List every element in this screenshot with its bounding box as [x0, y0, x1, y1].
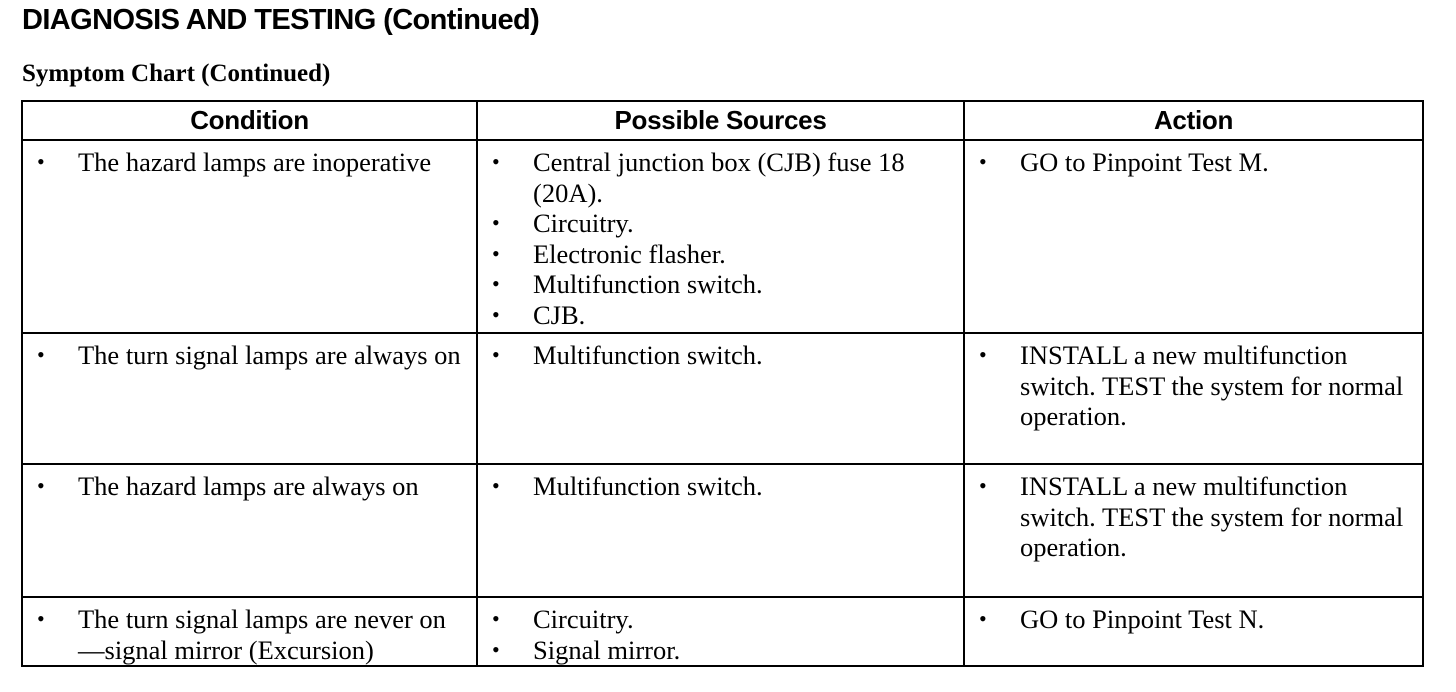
list-item [37, 471, 468, 502]
symptom-chart-table [21, 100, 1424, 667]
condition-cell [22, 140, 477, 333]
list-item [979, 471, 1414, 563]
condition-text: The turn signal lamps are always on [78, 340, 461, 370]
action-text: INSTALL a new multifunction switch. TEST the system for normal operation. [1020, 471, 1404, 562]
bullet-icon: • [37, 473, 45, 498]
source-text: Circuitry. [533, 604, 634, 634]
bullet-icon: • [492, 342, 500, 367]
list-item [492, 208, 955, 239]
bullet-icon: • [37, 606, 45, 631]
list-item [492, 471, 955, 502]
table-row [22, 333, 1423, 464]
source-text: Multifunction switch. [533, 471, 763, 501]
action-text: GO to Pinpoint Test N. [1020, 604, 1265, 634]
source-text: Circuitry. [533, 208, 634, 238]
action-cell [964, 464, 1423, 597]
list-item [37, 340, 468, 371]
source-text: Signal mirror. [533, 634, 681, 665]
bullet-icon: • [979, 149, 987, 174]
list-item [979, 340, 1414, 432]
table-header-row [22, 101, 1423, 140]
bullet-icon: • [979, 473, 987, 498]
source-text: Multifunction switch. [533, 340, 763, 370]
source-text: Multifunction switch. [533, 269, 763, 299]
bullet-icon: • [37, 149, 45, 174]
condition-cell [22, 597, 477, 666]
bullet-icon: • [492, 606, 500, 631]
list-item [492, 269, 955, 300]
table-row [22, 464, 1423, 597]
action-cell [964, 597, 1423, 666]
page-title: DIAGNOSIS AND TESTING (Continued) [22, 4, 540, 36]
condition-text: The hazard lamps are always on [78, 471, 419, 501]
bullet-icon: • [492, 301, 500, 327]
bullet-icon: • [492, 473, 500, 498]
bullet-icon: • [492, 240, 500, 266]
condition-cell [22, 333, 477, 464]
sources-cell [477, 464, 964, 597]
list-item [37, 147, 468, 178]
bullet-icon: • [492, 636, 500, 662]
header-possible-sources: Possible Sources [477, 101, 964, 140]
list-item [37, 604, 468, 665]
table-row [22, 597, 1423, 666]
list-item [979, 604, 1414, 635]
action-text: INSTALL a new multifunction switch. TEST the system for normal operation. [1020, 340, 1404, 431]
header-condition: Condition [22, 101, 477, 140]
table-row [22, 140, 1423, 333]
section-title: Symptom Chart (Continued) [22, 60, 331, 87]
source-text: Central junction box (CJB) fuse 18 (20A). [533, 147, 905, 208]
list-item [492, 604, 955, 635]
action-text: GO to Pinpoint Test M. [1020, 147, 1269, 177]
list-item [492, 300, 955, 331]
list-item [492, 147, 955, 208]
bullet-icon: • [37, 342, 45, 367]
source-text: Electronic flasher. [533, 238, 726, 269]
header-action: Action [964, 101, 1423, 140]
action-cell [964, 140, 1423, 333]
bullet-icon: • [979, 606, 987, 631]
action-cell [964, 333, 1423, 464]
sources-cell [477, 597, 964, 666]
bullet-icon: • [979, 342, 987, 367]
bullet-icon: • [492, 149, 500, 174]
condition-cell [22, 464, 477, 597]
sources-cell [477, 333, 964, 464]
condition-text: The hazard lamps are inoperative [78, 147, 432, 177]
list-item [979, 147, 1414, 178]
sources-cell [477, 140, 964, 333]
source-text: CJB. [533, 299, 586, 330]
bullet-icon: • [492, 210, 500, 235]
bullet-icon: • [492, 271, 500, 296]
condition-text: The turn signal lamps are never on—signal mirror (Excursion) [78, 604, 446, 665]
list-item [492, 239, 955, 270]
list-item [492, 635, 955, 666]
list-item [492, 340, 955, 371]
